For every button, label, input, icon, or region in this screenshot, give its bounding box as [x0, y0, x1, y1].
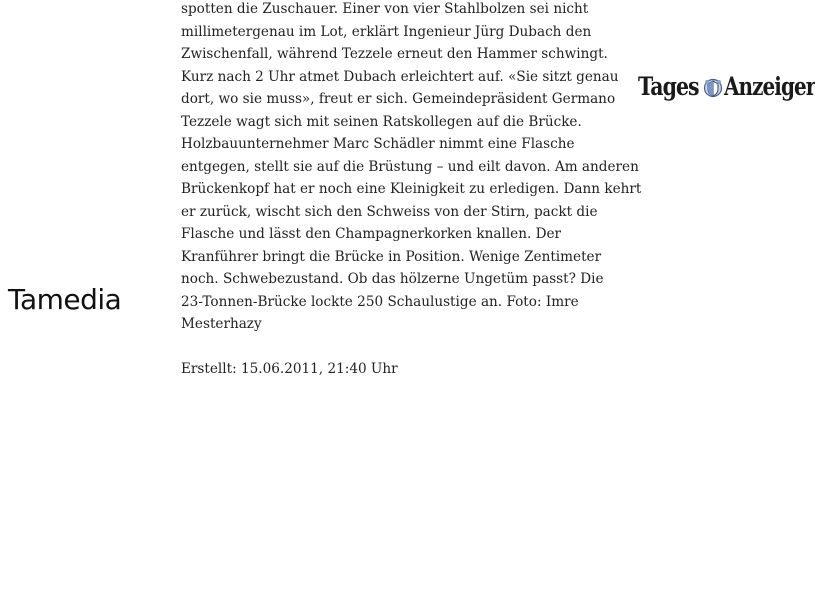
tages-anzeiger-logo: [638, 70, 815, 104]
article-line: Kranführer bringt die Brücke in Position. Wenige Zentimeter: [181, 248, 602, 265]
coat-of-arms-icon: [703, 75, 723, 99]
article-line: Tezzele wagt sich mit seinen Ratskollegen auf die Brücke.: [181, 113, 582, 130]
article-body: [181, 0, 642, 381]
publisher-name: Tamedia: [8, 283, 122, 316]
created-timestamp: Erstellt: 15.06.2011, 21:40 Uhr: [181, 361, 398, 377]
article-line: entgegen, stellt sie auf die Brüstung – und eilt davon. Am anderen: [181, 158, 639, 175]
article-line: er zurück, wischt sich den Schweiss von der Stirn, packt die: [181, 203, 598, 220]
article-line: 23-Tonnen-Brücke lockte 250 Schaulustige an. Foto: Imre: [181, 293, 579, 310]
article-line: spotten die Zuschauer. Einer von vier Stahlbolzen sei nicht: [181, 1, 589, 17]
article-line: Flasche und lässt den Champagnerkorken knallen. Der: [181, 226, 562, 242]
logo-word-tages: Tages: [638, 72, 699, 101]
article-line: Mesterhazy: [181, 316, 262, 332]
article-line: Brückenkopf hat er noch eine Kleinigkeit zu erledigen. Dann kehrt: [181, 181, 642, 197]
article-line: dort, wo sie muss», freut er sich. Gemeindepräsident Germano: [181, 91, 616, 107]
article-line: Zwischenfall, während Tezzele erneut den Hammer schwingt.: [181, 46, 608, 62]
article-paragraph: [181, 0, 642, 336]
logo-word-anzeiger: Anzeiger: [723, 72, 815, 101]
article-line: Kurz nach 2 Uhr atmet Dubach erleichtert auf. «Sie sitzt genau: [181, 68, 619, 85]
article-line: millimetergenau im Lot, erklärt Ingenieur Jürg Dubach den: [181, 23, 592, 40]
article-line: Holzbauunternehmer Marc Schädler nimmt eine Flasche: [181, 136, 575, 152]
article-line: noch. Schwebezustand. Ob das hölzerne Ungetüm passt? Die: [181, 271, 604, 287]
